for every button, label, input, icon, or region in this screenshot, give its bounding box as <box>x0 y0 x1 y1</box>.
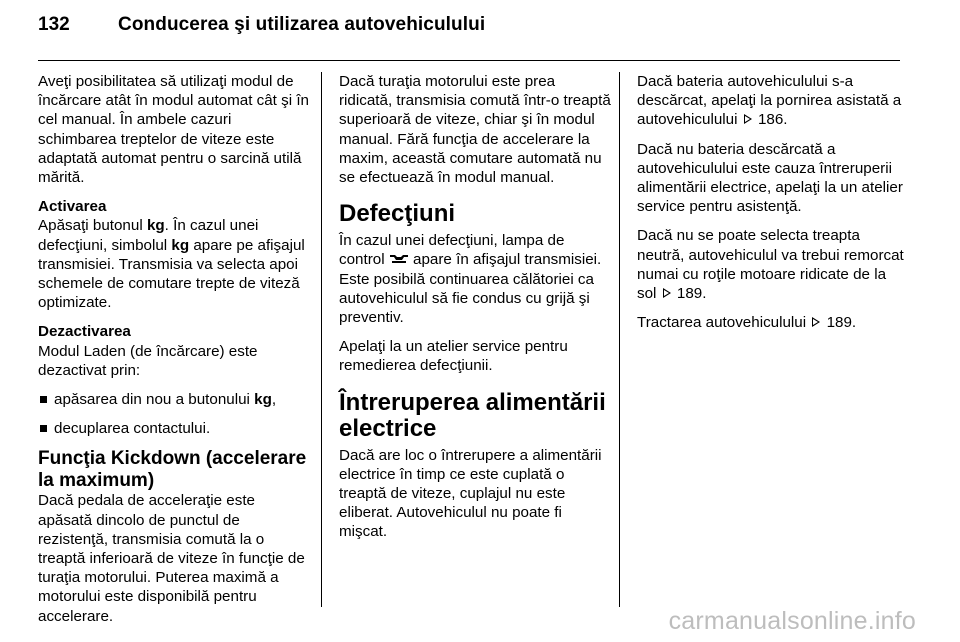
kickdown-paragraph: Dacă pedala de acceleraţie este apăsată dincolo de punctul de rezistenţă, transmisia comută la o treaptă inferioară de viteze în funcţie de turaţia motorului. Puterea maximă a motorului este disponibilă pentru accelerare. <box>38 492 305 625</box>
activation-text-2: . În cazul unei defecţiuni, simbolul <box>38 217 259 254</box>
kg-symbol: kg <box>254 391 272 409</box>
kg-symbol: kg <box>171 236 190 254</box>
page-reference-icon <box>663 288 671 298</box>
deactivation-list <box>38 390 310 438</box>
activation-text-1: Apăsaţi butonul <box>38 217 147 235</box>
wrench-warning-icon <box>389 252 409 266</box>
page-reference-link[interactable]: 189. <box>676 285 707 303</box>
page-title: Conducerea şi utilizarea autovehiculului <box>118 14 486 35</box>
column-1 <box>38 72 310 636</box>
list-item <box>38 419 310 438</box>
activation-text-3: apare pe afişajul transmisiei. Transmisia va selecta apoi schemele de comutare trepte de viteză optimizate. <box>38 236 305 312</box>
bullet-text: apăsarea din nou a butonului <box>54 391 255 409</box>
watermark: carmanualsonline.info <box>668 607 916 635</box>
towing-paragraph <box>637 313 909 332</box>
column-divider-2 <box>619 72 620 607</box>
neutral-text: Dacă nu se poate selecta treapta neutră, autovehiculul va trebui remorcat numai cu roţile motoare ridicate de la sol <box>637 227 904 303</box>
column-divider-1 <box>321 72 322 607</box>
neutral-paragraph <box>637 226 909 303</box>
faults-text-2: apare în afişajul transmisiei. Este posibilă continuarea călătoriei ca autovehiculul să fie condus cu grijă şi preventiv. <box>339 251 602 327</box>
header-divider <box>38 60 900 61</box>
overspeed-paragraph: Dacă turaţia motorului este prea ridicată, transmisia comută într-o treaptă superioară de viteze, chiar şi în modul manual. Fără funcţia de accelerare la maxim, această comutare automată nu se efectuează în modul manual. <box>339 73 611 187</box>
list-item <box>38 390 310 409</box>
kickdown-heading: Funcţia Kickdown (accelerare la maximum) <box>38 448 307 491</box>
interruption-paragraph: Dacă are loc o întrerupere a alimentării electrice în timp ce este cuplată o treaptă de viteze, cuplajul nu este eliberat. Autovehiculul nu poate fi mişcat. <box>339 446 602 541</box>
activation-heading: Activarea <box>38 198 107 216</box>
intro-paragraph: Aveţi posibilitatea să utilizaţi modul de încărcare atât în modul automat cât şi în cel manual. În ambele cazuri schimbarea treptelor de viteze este adaptată automat pentru o sarcină utilă mărită. <box>38 73 309 187</box>
battery-paragraph <box>637 72 909 130</box>
faults-paragraph <box>339 231 611 327</box>
bullet-square-icon <box>40 425 47 432</box>
activation-paragraph <box>38 216 310 312</box>
towing-text: Tractarea autovehiculului <box>637 314 811 332</box>
page-reference-icon <box>812 317 820 327</box>
battery-text: Dacă bateria autovehiculului s-a descărcat, apelaţi la pornirea asistată a autovehiculului <box>637 73 902 129</box>
faults-service-paragraph: Apelaţi la un atelier service pentru remedierea defecţiunii. <box>339 338 568 375</box>
power-interruption-paragraph: Dacă nu bateria descărcată a autovehiculului este cauza întreruperii alimentării electrice, apelaţi la un atelier service pentru asistenţă. <box>637 140 903 216</box>
kg-symbol: kg <box>146 217 165 235</box>
bullet-text-end: , <box>271 391 277 409</box>
page-reference-icon <box>744 114 752 124</box>
page-reference-link[interactable]: 189. <box>826 314 857 332</box>
column-3 <box>637 72 909 342</box>
bullet-square-icon <box>40 396 47 403</box>
page-number: 132 <box>38 14 70 35</box>
page-reference-link[interactable]: 186. <box>757 111 788 129</box>
deactivation-paragraph: Modul Laden (de încărcare) este dezactivat prin: <box>38 342 258 379</box>
faults-text-1: În cazul unei defecţiuni, lampa de control <box>339 232 565 269</box>
column-2 <box>339 72 611 552</box>
interruption-heading: Întreruperea alimentării electrice <box>339 388 606 442</box>
bullet-text: decuplarea contactului. <box>54 420 211 438</box>
page-header <box>38 14 485 54</box>
deactivation-heading: Dezactivarea <box>38 323 131 341</box>
faults-heading: Defecţiuni <box>339 200 456 228</box>
